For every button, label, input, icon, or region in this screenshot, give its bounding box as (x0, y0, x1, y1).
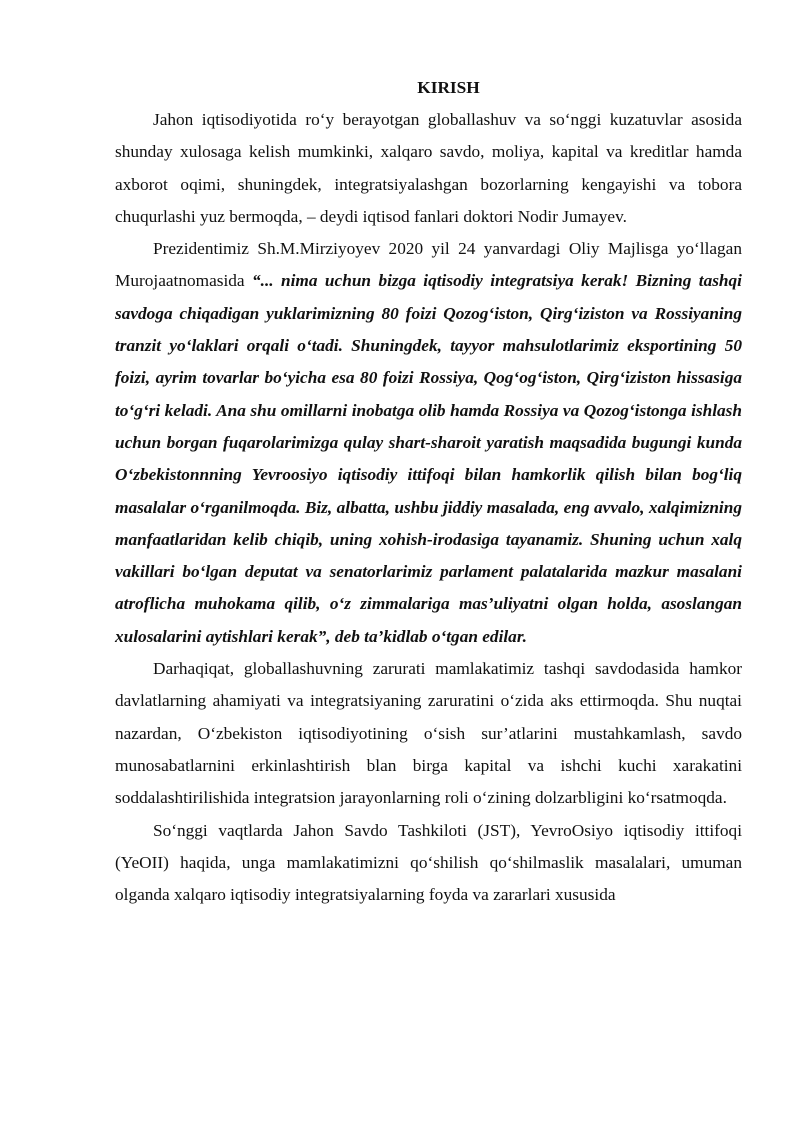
paragraph-wto-eaeu: So‘nggi vaqtlarda Jahon Savdo Tashkiloti (JST), YevroOsiyo iqtisodiy ittifoqi (YeOII) haqida, unga mamlakatimizni qo‘shilish qo‘shilmaslik masalalari, umuman olganda xalqaro iqtisodiy integratsiyalarning foyda va zararlari xususida (115, 820, 742, 905)
section-title: KIRISH (417, 78, 480, 97)
paragraph-president-address (115, 233, 742, 653)
address-quote: “... nima uchun bizga iqtisodiy integratsiya kerak! Bizning tashqi savdoga chiqadigan yuklarimizning 80 foizi Qozog‘iston, Qirg‘iziston va Rossiyaning tranzit yo‘laklari orqali o‘tadi. Shuningdek, tayyor mahsulotlarimiz eksportining 50 foizi, ayrim tovarlar bo‘yicha esa 80 foizi Rossiya, Qog‘og‘iston, Qirg‘iziston hissasiga to‘g‘ri keladi. Ana shu omillarni inobatga olib hamda Rossiya va Qozog‘istonga ishlash uchun borgan fuqarolarimizga qulay shart-sharoit yaratish maqsadida bugungi kunda O‘zbekistonnning Yevroosiyo iqtisodiy ittifoqi bilan hamkorlik qilish bilan bog‘liq masalalar o‘rganilmoqda. Biz, albatta, ushbu jiddiy masalada, eng avvalo, xalqimizning manfaatlaridan kelib chiqib, uning xohish-irodasiga tayanamiz. Shuning uchun xalq vakillari bo‘lgan deputat va senatorlarimiz parlament palatalarida mazkur masalani atroflicha muhokama qilib, o‘z zimmalariga mas’uliyatni olgan holda, asoslangan xulosalarini aytishlari kerak”, deb ta’kidlab o‘tgan edilar. (115, 271, 742, 646)
paragraph-intro-text: Prezidentimiz Sh.M.Mirziyoyev 2020 yil 24 yanvardagi Oliy Majlisga yo‘llagan Murojaatnomasida (115, 239, 742, 291)
paragraph-integration-importance: Darhaqiqat, globallashuvning zarurati mamlakatimiz tashqi savdodasida hamkor davlatlarning ahamiyati va integratsiyaning zaruratini o‘zida aks ettirmoqda. Shu nuqtai nazardan, O‘zbekiston iqtisodiyotining o‘sish sur’atlarini mustahkamlash, savdo munosabatlarnini erkinlashtirish blan birga kapital va ishchi kuchi xarakatini soddalashtirilishida integratsion jarayonlarning roli o‘zining dolzarbligini ko‘rsatmoqda. (115, 659, 742, 808)
paragraph-globalization: Jahon iqtisodiyotida ro‘y berayotgan globallashuv va so‘nggi kuzatuvlar asosida shunday xulosaga kelish mumkinki, xalqaro savdo, moliya, kapital va kreditlar hamda axborot oqimi, shuningdek, integratsiyalashgan bozorlarning kengayishi va tobora chuqurlashi yuz bermoqda, – deydi iqtisod fanlari doktori Nodir Jumayev. (115, 110, 742, 226)
document-page (115, 72, 742, 911)
